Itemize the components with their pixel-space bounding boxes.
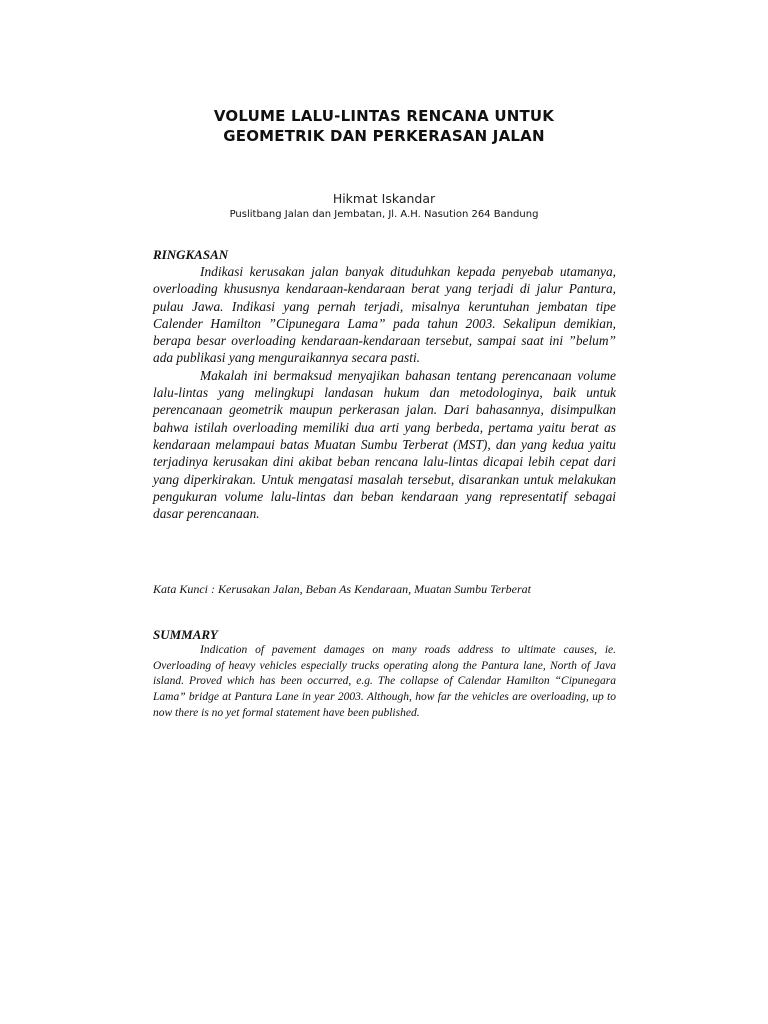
author-name: Hikmat Iskandar — [332, 191, 436, 206]
ringkasan-paragraph-2: Makalah ini bermaksud menyajikan bahasan tentang perencanaan volume lalu-lintas yang melingkupi landasan hukum dan metodologinya, baik untuk perencanaan geometrik maupun perkerasan jalan. Dari bahasannya, disimpulkan bahwa istilah overloading memiliki dua arti yang berbeda, pertama yaitu berat as kendaraan melampaui batas Muatan Sumbu Terberat (MST), dan yang kedua yaitu terjadinya kerusakan dini akibat beban rencana lalu-lintas dicapai lebih cepat dari yang diperkirakan. Untuk mengatasi masalah tersebut, disarankan untuk melakukan pengukuran volume lalu-lintas dan beban kendaraan yang representatif sebagai dasar perencanaan. — [153, 367, 616, 522]
summary-paragraph-1: Indication of pavement damages on many roads address to ultimate causes, ie. Overloading of heavy vehicles especially trucks operating along the Pantura lane, North of Java island. Proved which has been occurred, e.g. The collapse of Calendar Hamilton “Cipunegara Lama” bridge at Pantura Lane in year 2003. Although, how far the vehicles are overloading, up to now there is no yet formal statement have been published. — [153, 644, 616, 719]
summary-heading: SUMMARY — [153, 627, 218, 642]
summary-section — [153, 627, 616, 722]
keywords: Kata Kunci : Kerusakan Jalan, Beban As Kendaraan, Muatan Sumbu Terberat — [153, 582, 531, 596]
paper-title — [0, 106, 768, 146]
ringkasan-body — [153, 263, 616, 522]
ringkasan-section — [153, 247, 616, 522]
author-affiliation: Puslitbang Jalan dan Jembatan, Jl. A.H. Nasution 264 Bandung — [229, 209, 539, 220]
title-line-2: GEOMETRIK DAN PERKERASAN JALAN — [223, 127, 545, 145]
title-line-1: VOLUME LALU-LINTAS RENCANA UNTUK — [213, 107, 555, 125]
ringkasan-paragraph-1: Indikasi kerusakan jalan banyak dituduhkan kepada penyebab utamanya, overloading khususnya kendaraan-kendaraan berat yang terjadi di jalur Pantura, pulau Jawa. Indikasi yang pernah terjadi, misalnya keruntuhan jembatan tipe Calender Hamilton ”Cipunegara Lama” pada tahun 2003. Sekalipun demikian, berapa besar overloading kendaraan-kendaraan tersebut, sampai saat ini ”belum” ada publikasi yang menguraikannya secara pasti. — [153, 264, 616, 366]
ringkasan-heading: RINGKASAN — [153, 247, 229, 262]
